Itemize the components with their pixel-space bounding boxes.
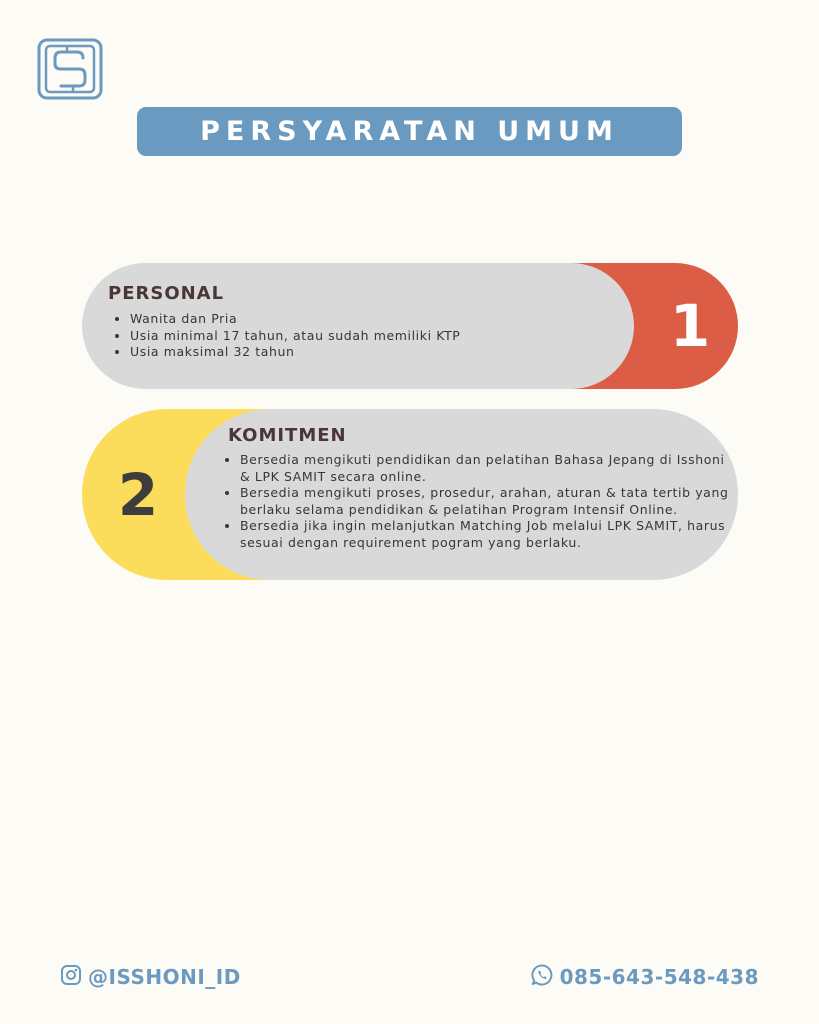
card-heading: KOMITMEN [228,425,347,446]
title-banner [137,107,682,156]
requirement-list [110,311,630,361]
whatsapp-icon [530,963,554,991]
isshoni-logo-icon [37,38,103,100]
whatsapp-link[interactable] [530,963,759,991]
list-item: • Bersedia jika ingin melanjutkan Matching Job melalui LPK SAMIT, harus sesuai dengan requirement pogram yang berlaku. [240,518,730,551]
instagram-icon [60,964,82,990]
card-number: 2 [117,460,159,529]
list-item: • Wanita dan Pria [130,311,630,328]
whatsapp-number: 085-643-548-438 [559,965,759,989]
list-item: • Usia maksimal 32 tahun [130,344,630,361]
card-number: 1 [669,292,711,360]
komitmen-card [82,409,738,580]
requirement-list [220,452,730,551]
page-title: PERSYARATAN UMUM [200,116,619,147]
list-item: • Usia minimal 17 tahun, atau sudah memiliki KTP [130,328,630,345]
card-heading: PERSONAL [108,283,225,304]
list-item: • Bersedia mengikuti proses, prosedur, arahan, aturan & tata tertib yang berlaku selama pendidikan & pelatihan Program Intensif Online. [240,485,730,518]
list-item: • Bersedia mengikuti pendidikan dan pelatihan Bahasa Jepang di Isshoni & LPK SAMIT secara online. [240,452,730,485]
instagram-link[interactable] [60,963,241,991]
personal-card [82,263,738,389]
instagram-handle: @ISSHONI_ID [88,965,241,989]
card-body [82,263,634,389]
